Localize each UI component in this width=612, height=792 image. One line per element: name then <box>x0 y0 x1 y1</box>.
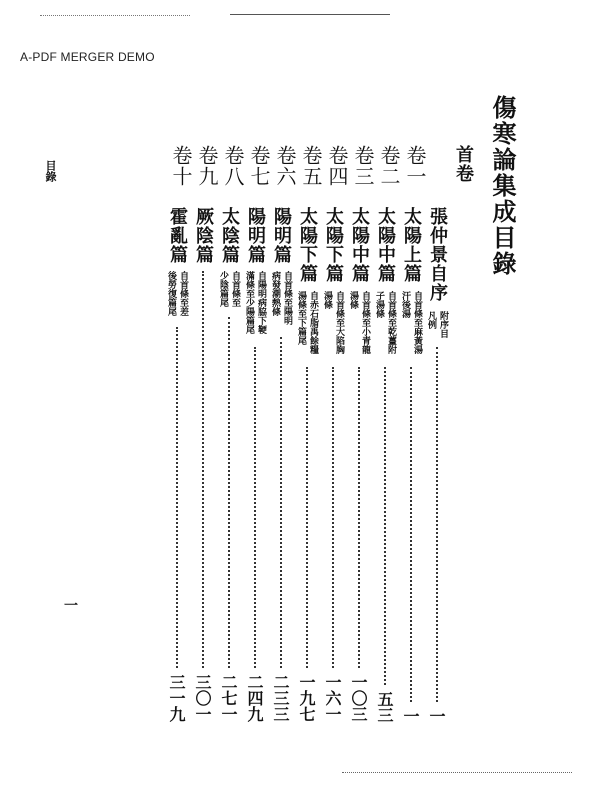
toc-subnote <box>244 271 266 334</box>
dot-leader <box>436 347 438 702</box>
toc-entry-title: 太陽下篇 <box>297 207 318 283</box>
toc-page-number: 一 <box>401 708 420 724</box>
toc-column <box>346 145 375 725</box>
toc-entry-title: 張仲景自序 <box>427 207 448 302</box>
toc-volume: 卷四 <box>325 145 349 187</box>
toc-column <box>450 145 476 725</box>
toc-page-number: 二七一 <box>219 674 238 722</box>
toc-column <box>398 145 427 725</box>
toc-subnote <box>296 291 318 354</box>
top-dotted-rule <box>40 15 190 17</box>
toc-entry-title: 陽明篇 <box>271 207 292 264</box>
dot-leader <box>228 317 230 668</box>
toc-column <box>424 145 450 725</box>
toc-page-number: 一六一 <box>323 674 342 722</box>
toc-subnote <box>218 271 240 307</box>
dot-leader <box>176 327 178 668</box>
toc-entry-title: 陽明篇 <box>245 207 266 264</box>
page-number: 一 <box>62 598 78 612</box>
toc-entry-title: 霍亂篇 <box>167 207 188 264</box>
toc-subnote <box>400 291 422 354</box>
toc-page-number: 一〇三 <box>349 674 368 722</box>
toc-subnote-line: 附序目 <box>438 311 448 338</box>
toc-column <box>268 145 297 725</box>
toc-volume: 卷九 <box>195 145 219 187</box>
toc-page-number: 一九七 <box>297 674 316 722</box>
toc-entry-title: 太陽中篇 <box>349 207 370 283</box>
toc-entry-title: 首卷 <box>453 145 474 183</box>
toc-page-number: 二三三 <box>271 674 290 722</box>
toc-volume: 卷七 <box>247 145 271 187</box>
toc-subnote-line: 湯條 <box>322 291 332 309</box>
toc-volume: 卷十 <box>169 145 193 187</box>
toc-subnote <box>166 271 188 316</box>
dot-leader <box>332 367 334 668</box>
toc-column <box>190 145 219 725</box>
toc-column <box>320 145 349 725</box>
toc-subnote-line: 自首條至小青龍 <box>360 291 370 354</box>
toc-page-number: 二四九 <box>245 674 264 722</box>
toc-subnote-line: 自赤石脂禹餘糧 <box>308 291 318 354</box>
top-rule <box>230 14 390 15</box>
toc-subnote-line: 自首條至麻黃湯 <box>412 291 422 354</box>
toc-page-number: 五三 <box>375 691 394 723</box>
toc-entry-title: 厥陰篇 <box>193 207 214 264</box>
watermark-text: A-PDF MERGER DEMO <box>20 50 155 64</box>
bottom-dotted-rule <box>342 772 572 774</box>
toc-subnote-line: 少陰篇尾 <box>218 271 228 307</box>
toc-subnote-line: 湯條 <box>348 291 358 309</box>
toc-entry-title: 太陽中篇 <box>375 207 396 283</box>
toc-column <box>242 145 271 725</box>
toc-subnote <box>426 311 448 338</box>
toc-column <box>216 145 245 725</box>
toc-subnote-line: 滿條至少陽篇尾 <box>244 271 254 334</box>
dot-leader <box>306 367 308 668</box>
toc-page-number: 三〇一 <box>193 674 212 722</box>
toc-subnote-line: 凡例 <box>426 311 436 329</box>
toc-entry-title: 太陽下篇 <box>323 207 344 283</box>
toc-subnote <box>322 291 344 354</box>
dot-leader <box>280 337 282 668</box>
toc-entry-title: 太陰篇 <box>219 207 240 264</box>
toc-volume: 卷六 <box>273 145 297 187</box>
toc-column <box>372 145 401 725</box>
toc-subnote-line: 汗後湯 <box>400 291 410 318</box>
margin-label: 目錄 <box>44 160 57 182</box>
toc-subnote-line: 病發潮熱條 <box>270 271 280 316</box>
page-title: 傷寒論集成目錄 <box>488 95 517 277</box>
toc-page-number: 一 <box>427 708 446 724</box>
dot-leader <box>254 347 256 668</box>
toc-subnote-line: 湯條至下篇尾 <box>296 291 306 345</box>
toc-subnote-line: 子湯條 <box>374 291 384 318</box>
toc-subnote-line: 自首條至乾薑附 <box>386 291 396 354</box>
dot-leader <box>202 271 204 668</box>
toc-subnote-line: 自首條至陽明 <box>282 271 292 325</box>
toc-subnote-line: 自陽明病脇下鞕 <box>256 271 266 334</box>
toc-subnote-line: 自首條至 <box>230 271 240 307</box>
toc-entry-title: 太陽上篇 <box>401 207 422 283</box>
toc-subnote <box>374 291 396 354</box>
toc-volume: 卷二 <box>377 145 401 187</box>
toc-volume: 卷三 <box>351 145 375 187</box>
toc-volume: 卷八 <box>221 145 245 187</box>
toc-subnote-line: 自首條至差 <box>178 271 188 316</box>
toc-subnote-line: 後勞復篇尾 <box>166 271 176 316</box>
toc-subnote <box>348 291 370 354</box>
toc-column <box>164 145 193 725</box>
dot-leader <box>358 367 360 668</box>
toc-page-number: 三一九 <box>167 674 186 722</box>
toc-subnote-line: 自首條至大陷胸 <box>334 291 344 354</box>
dot-leader <box>384 367 386 685</box>
toc-subnote <box>270 271 292 325</box>
toc-volume: 卷五 <box>299 145 323 187</box>
toc-column <box>294 145 323 725</box>
dot-leader <box>410 367 412 702</box>
toc-volume: 卷一 <box>403 145 427 187</box>
